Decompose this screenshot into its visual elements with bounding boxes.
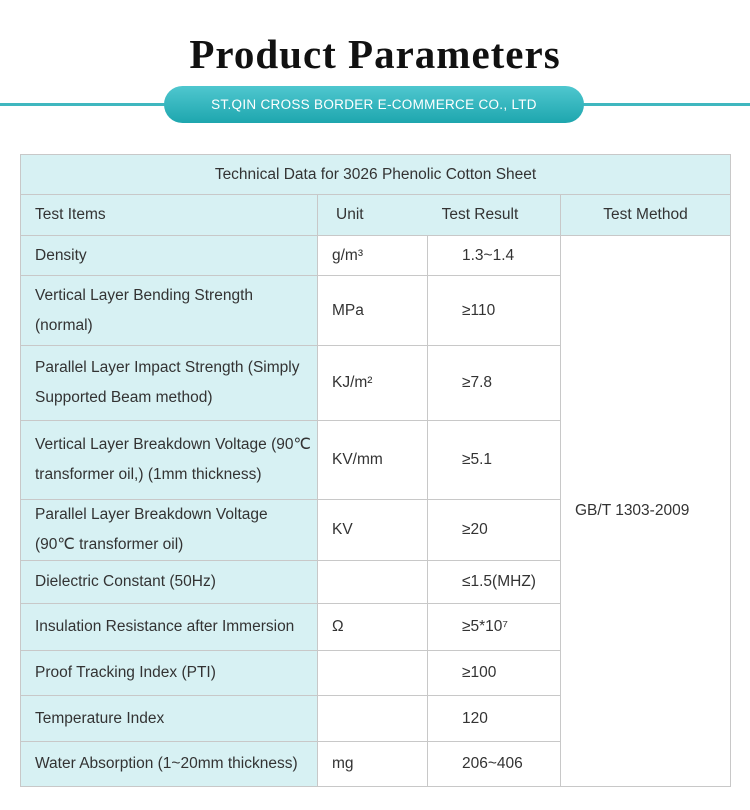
row-item: Dielectric Constant (50Hz) [21,561,318,604]
row-item: Insulation Resistance after Immersion [21,604,318,651]
row-result-cell [428,236,561,276]
company-banner [164,86,584,123]
column-header-test-result: Test Result [441,206,519,223]
column-header-test-items: Test Items [21,195,318,236]
row-result-cell [428,696,561,742]
row-result: ≥7.8 [462,374,493,391]
row-result: 1.3~1.4 [462,246,515,264]
row-unit: KV/mm [318,421,428,500]
row-unit: MPa [318,276,428,346]
row-unit [318,651,428,696]
row-unit [318,561,428,604]
row-item: Density [21,236,318,276]
column-header-test-method: Test Method [561,195,731,236]
row-result: ≥20 [462,521,488,538]
row-result: ≥5.1 [462,451,493,468]
row-result: 206~406 [462,755,523,772]
row-item: Vertical Layer Breakdown Voltage (90℃ transformer oil,) (1mm thickness) [21,421,318,500]
table-row [21,236,731,276]
row-result: ≥5*10⁷ [462,618,509,635]
row-result-cell [428,742,561,787]
row-unit: Ω [318,604,428,651]
company-name: ST.QIN CROSS BORDER E-COMMERCE CO., LTD [211,97,537,112]
row-unit [318,696,428,742]
row-unit: KV [318,500,428,561]
row-result-cell [428,604,561,651]
row-unit: g/m³ [318,236,428,276]
row-result: 120 [462,709,488,727]
row-result-cell [428,421,561,500]
row-result-cell [428,561,561,604]
row-unit: mg [318,742,428,787]
test-method-cell: GB/T 1303-2009 [561,236,731,787]
row-result-cell [428,500,561,561]
technical-data-table [20,154,731,787]
column-header-unit-result [318,195,561,236]
row-item: Vertical Layer Bending Strength (normal) [21,276,318,346]
column-header-unit: Unit [336,206,364,223]
page-title: Product Parameters [189,31,561,77]
row-result-cell [428,651,561,696]
row-item: Water Absorption (1~20mm thickness) [21,742,318,787]
row-result: ≥110 [462,301,496,319]
row-item: Parallel Layer Impact Strength (Simply Supported Beam method) [21,346,318,421]
table-caption: Technical Data for 3026 Phenolic Cotton Sheet [21,155,731,195]
row-item: Proof Tracking Index (PTI) [21,651,318,696]
row-unit: KJ/m² [318,346,428,421]
row-result-cell [428,346,561,421]
row-result: ≤1.5(MHZ) [462,573,536,590]
row-item: Temperature Index [21,696,318,742]
row-result: ≥100 [462,664,497,681]
row-result-cell [428,276,561,346]
row-item: Parallel Layer Breakdown Voltage (90℃ transformer oil) [21,500,318,561]
